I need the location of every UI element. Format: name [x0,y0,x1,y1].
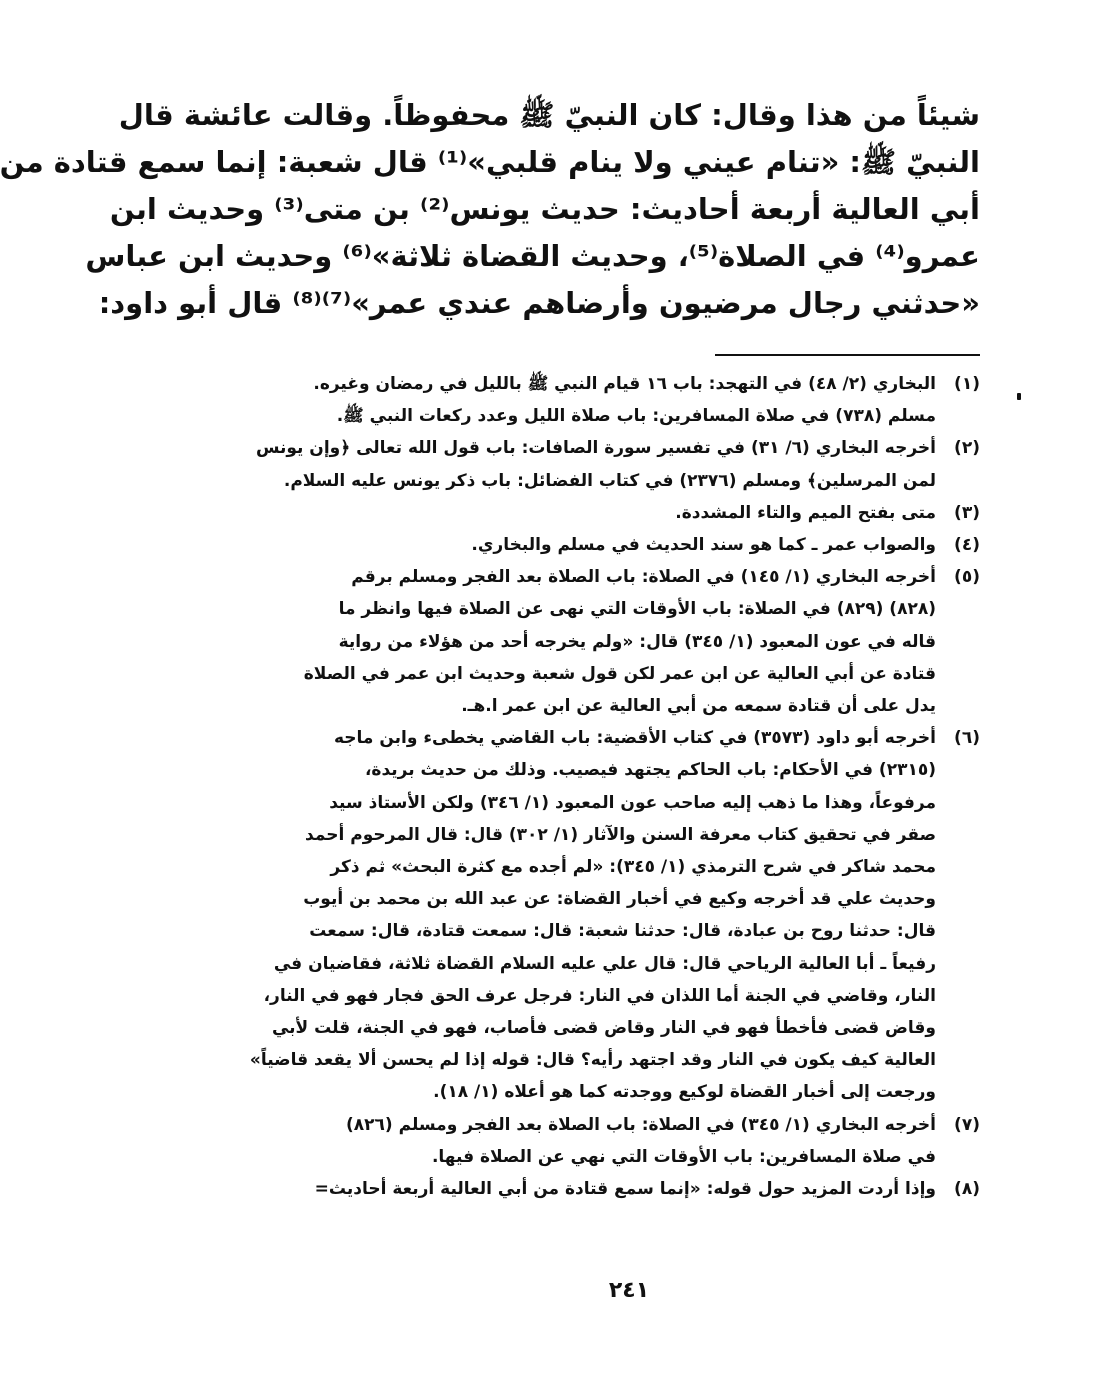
footnote-line: أخرجه البخاري (١/ ٣٤٥) في الصلاة: باب الصلاة بعد الفجر ومسلم (٨٢٦) [346,1114,936,1135]
footnote-7 [278,1109,980,1173]
footnote-line: مرفوعاً، وهذا ما ذهب إليه صاحب عون المعبود (١/ ٣٤٦) ولكن الأستاذ سيد [329,792,936,813]
footnote-2 [255,432,980,496]
page-number: ٢٤١ [608,1278,650,1303]
footnote-line: متى بفتح الميم والتاء المشددة. [675,502,936,523]
main-text-line: «حدثني رجال مرضيون وأرضاهم عندي عمر»⁽⁷⁾⁽⁸⁾ قال أبو داود: [98,286,980,320]
footnote-line: في صلاة المسافرين: باب الأوقات التي نهي عن الصلاة فيها. [431,1146,936,1167]
footnote-number: (١) [954,374,980,394]
footnote-line: وحديث علي قد أخرجه وكيع في أخبار القضاة: عن عبد الله بن محمد بن أيوب [303,889,936,910]
footnote-number: (٤) [954,535,980,556]
margin-mark [1017,393,1021,400]
footnotes [249,368,980,1205]
footnote-line: يدل على أن قتادة سمعه من أبي العالية عن ابن عمر ا.هـ. [461,696,936,717]
footnote-number: (٧) [954,1114,980,1135]
footnote-number: (٦) [954,728,980,749]
footnote-5 [278,561,980,722]
main-text-line: النبيّ ﷺ: «تنام عيني ولا ينام قلبي»⁽¹⁾ قال شعبة: إنما سمع قتادة من [0,145,980,179]
main-text-line: أبي العالية أربعة أحاديث: حديث يونس⁽²⁾ بن متى⁽³⁾ وحديث ابن [109,192,980,226]
footnote-line: رفيعاً ـ أبا العالية الرياحي قال: قال علي عليه السلام القضاة ثلاثة، فقاضيان في [273,953,936,974]
footnote-line: قتادة عن أبي العالية عن ابن عمر لكن قول شعبة وحديث ابن عمر في الصلاة [303,663,936,684]
footnote-line: أخرجه البخاري (٦/ ٣١) في تفسير سورة الصافات: باب قول الله تعالى ﴿وإن يونس [255,438,936,459]
footnote-line: وإذا أردت المزيد حول قوله: «إنما سمع قتادة من أبي العالية أربعة أحاديث= [314,1179,936,1200]
footnote-line: البخاري (٢/ ٤٨) في التهجد: باب ١٦ قيام النبي ﷺ بالليل في رمضان وغيره. [313,374,936,394]
footnote-8 [278,1173,980,1205]
footnote-1 [278,368,980,432]
footnote-separator [715,354,980,356]
footnote-line: والصواب عمر ـ كما هو سند الحديث في مسلم والبخاري. [471,535,936,556]
footnote-number: (٢) [954,438,980,459]
footnote-6 [249,722,980,1108]
main-text-line: شيئاً من هذا وقال: كان النبيّ ﷺ محفوظاً. وقالت عائشة قال [118,98,980,132]
footnote-number: (٣) [954,502,980,523]
footnote-line: (٢٣١٥) في الأحكام: باب الحاكم يجتهد فيصيب. وذلك من حديث بريدة، [364,760,936,781]
main-text [0,92,980,327]
footnote-line: أخرجه أبو داود (٣٥٧٣) في كتاب الأقضية: باب القاضي يخطىء وابن ماجه [333,728,936,749]
footnote-line: مسلم (٧٣٨) في صلاة المسافرين: باب صلاة الليل وعدد ركعات النبي ﷺ. [336,406,936,427]
footnote-3 [278,497,980,529]
footnote-number: (٥) [954,567,980,588]
footnote-number: (٨) [954,1179,980,1200]
footnote-line: وقاض قضى فأخطأ فهو في النار وقاض قضى فأصاب، فهو في الجنة، قلت لأبي [271,1018,936,1039]
footnote-line: صقر في تحقيق كتاب معرفة السنن والآثار (١/ ٣٠٢) قال: قال المرحوم أحمد [305,824,936,845]
footnote-line: النار، وقاضي في الجنة أما اللذان في النار: فرجل عرف الحق فجار فهو في النار، [263,985,936,1006]
footnote-line: العالية كيف يكون في النار وقد اجتهد رأيه؟ قال: قوله إذا لم يحسن ألا يقعد قاضياً» [249,1050,936,1071]
footnote-line: محمد شاكر في شرح الترمذي (١/ ٣٤٥): «لم أجده مع كثرة البحث» ثم ذكر [330,857,936,878]
footnote-line: ورجعت إلى أخبار القضاة لوكيع ووجدته كما هو أعلاه (١/ ١٨). [433,1082,936,1103]
footnote-4 [278,529,980,561]
footnote-line: أخرجه البخاري (١/ ١٤٥) في الصلاة: باب الصلاة بعد الفجر ومسلم برقم [351,567,936,588]
main-text-line: عمرو⁽⁴⁾ في الصلاة⁽⁵⁾، وحديث القضاة ثلاثة»⁽⁶⁾ وحديث ابن عباس [85,239,980,273]
page-content [0,92,980,1332]
footnote-line: لمن المرسلين﴾ ومسلم (٢٣٧٦) في كتاب الفضائل: باب ذكر يونس عليه السلام. [283,470,936,491]
footnote-line: قاله في عون المعبود (١/ ٣٤٥) قال: «ولم يخرجه أحد من هؤلاء من رواية [338,631,936,652]
footnote-line: قال: حدثنا روح بن عبادة، قال: حدثنا شعبة: قال: سمعت قتادة، قال: سمعت [309,921,936,942]
footnote-line: (٨٢٨) (٨٢٩) في الصلاة: باب الأوقات التي نهى عن الصلاة فيها وانظر ما [338,599,936,620]
